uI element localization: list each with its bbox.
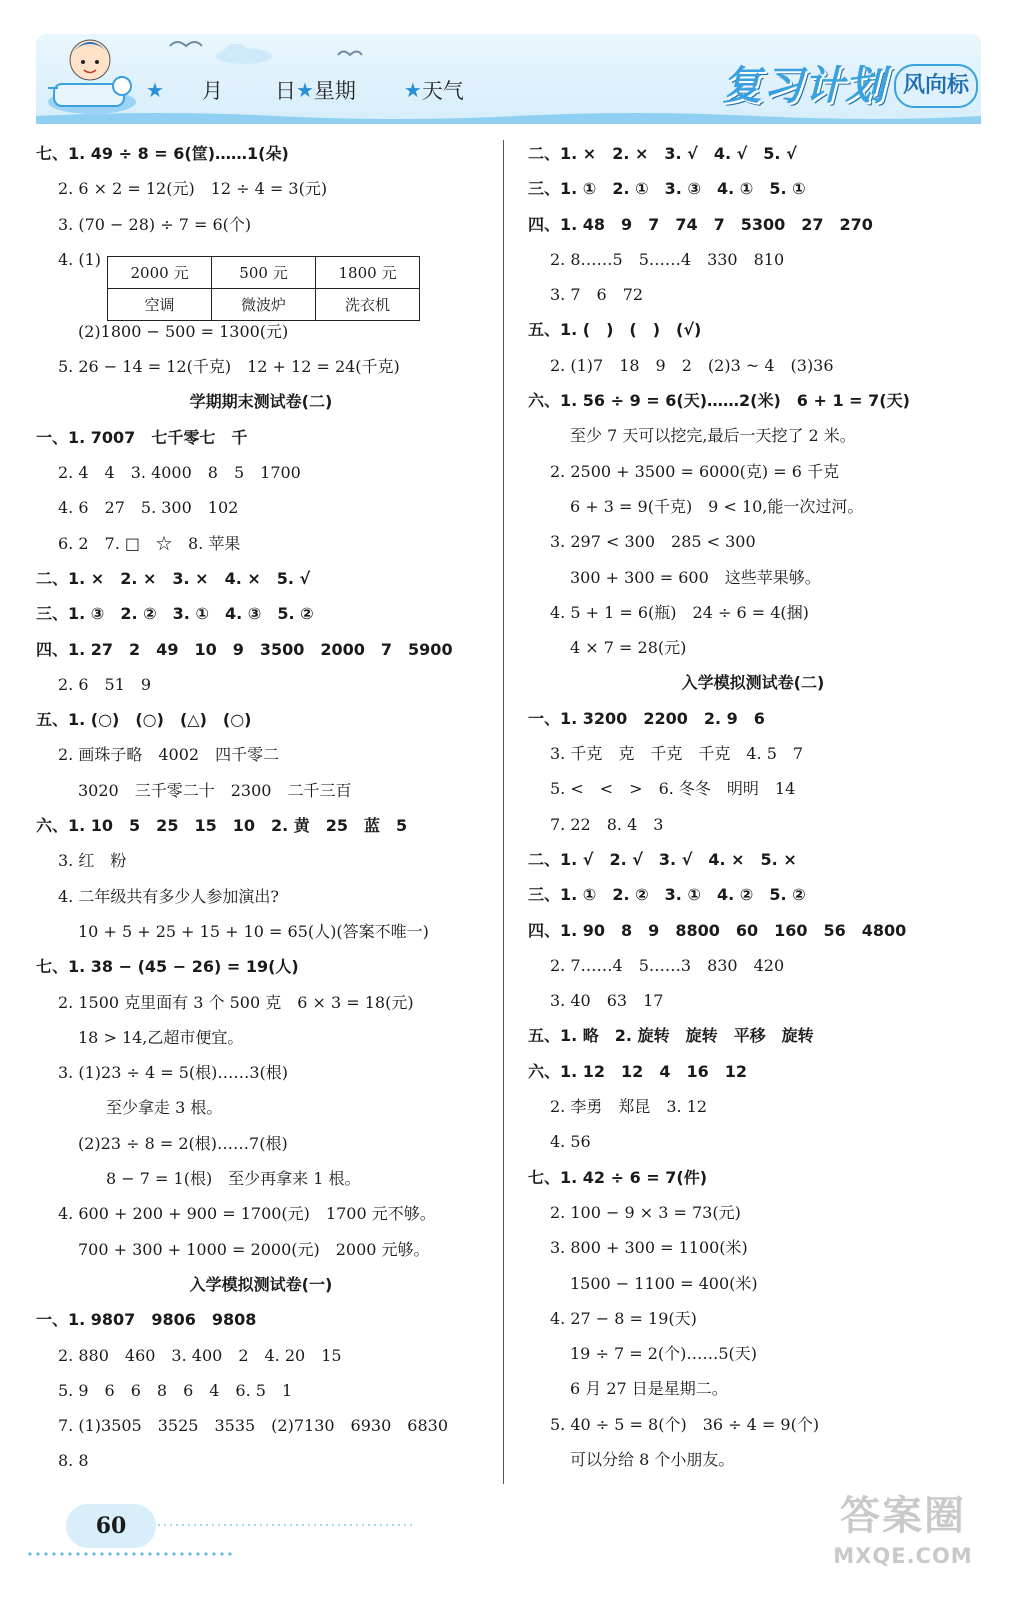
answer-line: 可以分给 8 个小朋友。 [570,1449,735,1469]
watermark [818,1488,988,1588]
answer-line: 七、1. 38 − (45 − 26) = 19(人) [36,957,299,977]
answer-line: 5. 9 6 6 8 6 4 6. 5 1 [58,1380,293,1400]
answer-line: 六、1. 12 12 4 16 12 [528,1061,747,1081]
answer-line: 3. 千克 克 千克 千克 4. 5 7 [550,744,804,764]
answer-line: 3. 297 < 300 285 < 300 [550,532,756,552]
answer-line: 七、1. 42 ÷ 6 = 7(件) [528,1167,708,1187]
answer-line: 四、1. 48 9 7 74 7 5300 27 270 [528,214,873,234]
star-icon: ★ [295,78,314,102]
answer-line: 5. < < > 6. 冬冬 明明 14 [550,779,796,799]
answer-line: 一、1. 9807 9806 9808 [36,1310,257,1330]
answer-line: 4. 27 − 8 = 19(天) [550,1308,697,1328]
answer-line: 2. 7……4 5……3 830 420 [550,955,785,975]
answer-list [528,136,978,665]
answer-list [528,701,978,1478]
answer-line: 二、1. × 2. × 3. × 4. × 5. √ [36,568,311,588]
answer-list [36,420,486,1267]
table-cell: 微波炉 [212,288,316,320]
answer-line: 7. 22 8. 4 3 [550,814,664,834]
answer-line: 1500 − 1100 = 400(米) [570,1273,758,1293]
answer-line: 四、1. 27 2 49 10 9 3500 2000 7 5900 [36,639,453,659]
answer-line: 五、1. 略 2. 旋转 旋转 平移 旋转 [528,1026,814,1046]
answer-line: 8. 8 [58,1451,89,1471]
table-cell: 洗衣机 [316,288,420,320]
answer-list [36,1302,486,1478]
answer-line: 一、1. 7007 七千零七 千 [36,427,248,447]
footer-dots-decoration [26,1552,236,1556]
answer-line: 2. 2500 + 3500 = 6000(克) = 6 千克 [550,461,839,481]
answer-line: 18 > 14,乙超市便宜。 [78,1027,244,1047]
answer-line: 七、1. 49 ÷ 8 = 6(筐)……1(朵) [36,144,289,163]
answer-line: 二、1. × 2. × 3. √ 4. √ 5. √ [528,144,797,163]
answer-line: 3. (1)23 ÷ 4 = 5(根)……3(根) [58,1063,289,1083]
answer-line: 三、1. ③ 2. ② 3. ① 4. ③ 5. ② [36,604,314,624]
page-number: 60 [66,1504,156,1548]
answer-line: 3. 800 + 300 = 1100(米) [550,1238,748,1258]
answer-line: 2. 画珠子略 4002 四千零二 [58,745,280,765]
answer-line: 2. 8……5 5……4 330 810 [550,249,785,269]
answer-line: 4. 二年级共有多少人参加演出? [58,886,279,906]
answer-line: 10 + 5 + 25 + 15 + 10 = 65(人)(答案不唯一) [78,921,429,941]
answer-line: 4. 56 [550,1132,591,1152]
star-icon: ★ [146,78,164,102]
answer-line: 2. 100 − 9 × 3 = 73(元) [550,1202,741,1222]
answer-line: 7. (1)3505 3525 3535 (2)7130 6930 6830 [58,1416,448,1436]
watermark-text: 答案圈 [840,1493,966,1539]
answer-line: 3. 40 63 17 [550,991,664,1011]
answer-line: 三、1. ① 2. ② 3. ① 4. ② 5. ② [528,885,806,905]
answer-line: 6. 2 7. □ ☆ 8. 苹果 [58,533,241,553]
answer-line: 四、1. 90 8 9 8800 60 160 56 4800 [528,920,907,940]
answer-line: 19 ÷ 7 = 2(个)……5(天) [570,1344,758,1364]
answer-line: 至少 7 天可以挖完,最后一天挖了 2 米。 [570,426,856,446]
answer-line: 6 + 3 = 9(千克) 9 < 10,能一次过河。 [570,496,864,516]
weather-label: 天气 [421,79,464,103]
answer-line: 六、1. 10 5 25 15 10 2. 黄 25 蓝 5 [36,816,408,836]
answer-line: 五、1. (○) (○) (△) (○) [36,710,252,730]
table-row [108,256,420,288]
answer-line: 2. 6 × 2 = 12(元) 12 ÷ 4 = 3(元) [58,179,328,199]
answer-line: 6 月 27 日是星期二。 [570,1379,728,1399]
brand-badge: 风向标 [894,64,978,108]
brand-logo [722,54,977,116]
left-column [36,136,486,1479]
page-header [36,14,981,122]
answer-line: 3020 三千零二十 2300 二千三百 [78,780,352,800]
date-weather-line [146,76,464,104]
page-footer [26,1500,426,1570]
table-cell: 500 元 [212,256,316,288]
bird-icon [168,38,204,52]
bird-icon [336,48,364,60]
cloud-icon [214,42,274,64]
weekday-label: 星期 [313,79,356,103]
answer-line: 4. 600 + 200 + 900 = 1700(元) 1700 元不够。 [58,1204,436,1224]
answer-line: 六、1. 56 ÷ 9 = 6(天)……2(米) 6 + 1 = 7(天) [528,391,910,411]
answer-line: 2. 880 460 3. 400 2 4. 20 15 [58,1345,342,1365]
section-title: 学期期末测试卷(二) [189,392,333,412]
answer-line: 2. 1500 克里面有 3 个 500 克 6 × 3 = 18(元) [58,992,414,1012]
section-title: 入学模拟测试卷(一) [189,1274,333,1294]
answer-line: 5. 40 ÷ 5 = 8(个) 36 ÷ 4 = 9(个) [550,1414,820,1434]
answer-line: 3. (70 − 28) ÷ 7 = 6(个) [58,214,252,234]
answer-line: 3. 红 粉 [58,851,127,871]
answer-line: 300 + 300 = 600 这些苹果够。 [570,567,821,587]
answer-line: 五、1. ( ) ( ) (√) [528,320,702,340]
answer-line: 2. 李勇 郑昆 3. 12 [550,1097,708,1117]
star-icon: ★ [403,78,422,102]
watermark-url: MXQE.COM [833,1544,973,1568]
answer-line: 2. 6 51 9 [58,674,152,694]
table-cell: 2000 元 [108,256,212,288]
column-divider [503,140,504,1484]
answer-line: 至少拿走 3 根。 [106,1098,223,1118]
table-cell: 空调 [108,288,212,320]
answer-line: 700 + 300 + 1000 = 2000(元) 2000 元够。 [78,1239,430,1259]
answer-line: 3. 7 6 72 [550,285,644,305]
answer-line: (2)1800 − 500 = 1300(元) [78,321,289,341]
answer-line: 2. (1)7 18 9 2 (2)3 ~ 4 (3)36 [550,355,834,375]
brand-title: 复习计划 [722,63,886,109]
answer-line: 三、1. ① 2. ① 3. ③ 4. ① 5. ① [528,179,806,199]
day-label: 日 [274,79,296,103]
answer-line: 2. 4 4 3. 4000 8 5 1700 [58,463,301,483]
price-table-block [36,242,486,314]
answer-line: 8 − 7 = 1(根) 至少再拿来 1 根。 [106,1169,361,1189]
answer-line: (2)23 ÷ 8 = 2(根)……7(根) [78,1133,288,1153]
table-cell: 1800 元 [316,256,420,288]
table-row [108,288,420,320]
month-label: 月 [201,79,223,103]
footer-dotted-line [156,1524,416,1526]
answer-line: 4. 6 27 5. 300 102 [58,498,239,518]
answer-line: 4. 5 + 1 = 6(瓶) 24 ÷ 6 = 4(捆) [550,602,809,622]
section-title: 入学模拟测试卷(二) [681,673,825,693]
price-table [107,256,420,321]
answer-line: 二、1. √ 2. √ 3. √ 4. × 5. × [528,849,797,869]
mascot-illustration [42,22,142,122]
answer-line: 一、1. 3200 2200 2. 9 6 [528,708,765,728]
answer-line: 4 × 7 = 28(元) [570,638,687,658]
answer-line: 5. 26 − 14 = 12(千克) 12 + 12 = 24(千克) [58,357,400,377]
right-column [528,136,978,1477]
answer-line: 4. (1) [58,249,102,269]
